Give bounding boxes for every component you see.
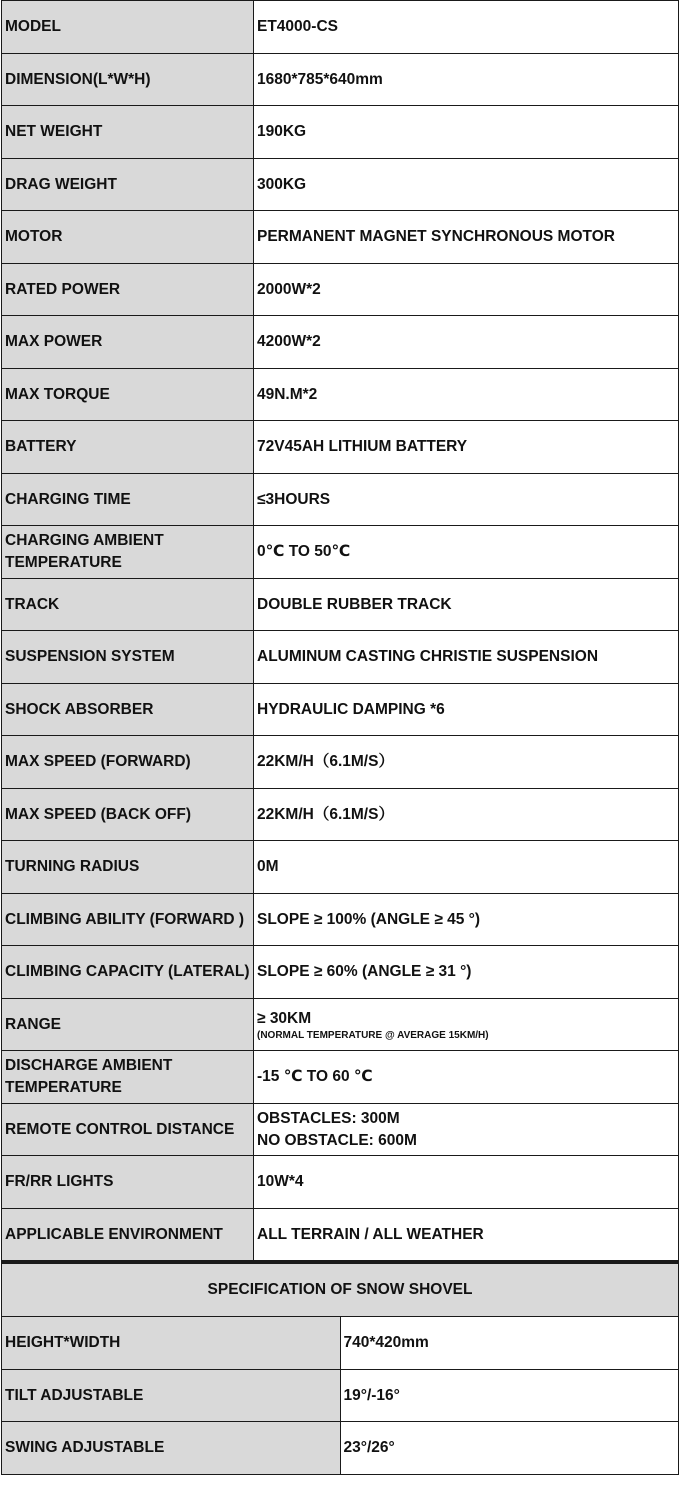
spec-value-cell (254, 421, 679, 474)
spec-value: 740*420mm (343, 1334, 429, 1351)
spec-value-cell (254, 999, 679, 1051)
spec-row (2, 211, 679, 264)
spec-row (2, 106, 679, 159)
spec-row (2, 736, 679, 789)
spec-value-cell (254, 1051, 679, 1104)
spec-value-cell (254, 1, 679, 54)
spec-value: 1680*785*640mm (257, 70, 383, 88)
spec-value-cell (254, 631, 679, 684)
spec-row (2, 1317, 679, 1370)
spec-value-cell (254, 159, 679, 211)
spec-value-cell (254, 526, 679, 579)
spec-row (2, 894, 679, 946)
spec-table (1, 0, 679, 1261)
spec-label: RATED POWER (2, 264, 254, 316)
spec-value-cell (254, 736, 679, 789)
spec-row (2, 946, 679, 999)
spec-value-note: (NORMAL TEMPERATURE @ AVERAGE 15KM/H) (257, 1029, 489, 1041)
spec-value: 22KM/H（6.1M/S） (257, 753, 394, 770)
spec-value-cell (340, 1422, 679, 1475)
spec-label: TURNING RADIUS (2, 841, 254, 894)
spec-value: 0M (257, 858, 279, 875)
spec-row (2, 1422, 679, 1475)
spec-value: 72V45AH LITHIUM BATTERY (257, 438, 468, 455)
spec-label: TILT ADJUSTABLE (2, 1370, 341, 1422)
spec-row (2, 1, 679, 54)
spec-value: ALL TERRAIN / ALL WEATHER (257, 1225, 484, 1243)
spec-row (2, 999, 679, 1051)
spec-row (2, 631, 679, 684)
spec-value: HYDRAULIC DAMPING *6 (257, 700, 445, 718)
shovel-table-body (2, 1317, 679, 1475)
spec-label: SHOCK ABSORBER (2, 684, 254, 736)
spec-label: DRAG WEIGHT (2, 159, 254, 211)
spec-value-cell (254, 894, 679, 946)
spec-row (2, 1051, 679, 1104)
spec-row (2, 159, 679, 211)
spec-value-cell (254, 369, 679, 421)
spec-value-cell (254, 1209, 679, 1261)
spec-row (2, 579, 679, 631)
spec-row (2, 684, 679, 736)
spec-value-cell (254, 474, 679, 526)
spec-value: SLOPE ≥ 100% (ANGLE ≥ 45 °) (257, 910, 481, 928)
spec-value: PERMANENT MAGNET SYNCHRONOUS MOTOR (257, 228, 615, 245)
spec-value-cell (254, 316, 679, 369)
spec-label: DIMENSION(L*W*H) (2, 54, 254, 106)
spec-label: CHARGING AMBIENT TEMPERATURE (2, 526, 254, 579)
spec-row (2, 1370, 679, 1422)
spec-label: MOTOR (2, 211, 254, 264)
spec-value-cell (254, 1156, 679, 1209)
spec-row (2, 264, 679, 316)
spec-value: 300KG (257, 175, 307, 193)
spec-value-cell (254, 54, 679, 106)
spec-value-cell (254, 211, 679, 264)
spec-value: ET4000-CS (257, 18, 338, 35)
spec-value: OBSTACLES: 300M (257, 1109, 400, 1127)
spec-value: 0℃ TO 50℃ (257, 543, 351, 560)
spec-table-body (2, 1, 679, 1261)
spec-value-cell (340, 1317, 679, 1370)
shovel-section-header (2, 1263, 679, 1317)
spec-row (2, 54, 679, 106)
spec-value: -15 ℃ TO 60 ℃ (257, 1068, 373, 1085)
spec-label: NET WEIGHT (2, 106, 254, 159)
spec-value: 10W*4 (257, 1173, 304, 1190)
spec-label: MAX POWER (2, 316, 254, 369)
spec-sheet (1, 0, 679, 1475)
spec-value-cell (254, 841, 679, 894)
spec-value: DOUBLE RUBBER TRACK (257, 595, 452, 613)
spec-value: 4200W*2 (257, 333, 321, 350)
spec-row (2, 1209, 679, 1261)
spec-value-cell (254, 106, 679, 159)
spec-label: DISCHARGE AMBIENT TEMPERATURE (2, 1051, 254, 1104)
spec-label: TRACK (2, 579, 254, 631)
spec-value: 19°/-16° (343, 1386, 400, 1404)
spec-label: APPLICABLE ENVIRONMENT (2, 1209, 254, 1261)
spec-value: 23°/26° (343, 1439, 395, 1456)
spec-label: MAX SPEED (FORWARD) (2, 736, 254, 789)
spec-value: SLOPE ≥ 60% (ANGLE ≥ 31 °) (257, 963, 472, 980)
spec-label: RANGE (2, 999, 254, 1051)
spec-value-cell (340, 1370, 679, 1422)
spec-label: REMOTE CONTROL DISTANCE (2, 1104, 254, 1156)
shovel-spec-table (1, 1261, 679, 1475)
spec-value: ≥ 30KM (257, 1009, 312, 1027)
spec-row (2, 1156, 679, 1209)
spec-label: SUSPENSION SYSTEM (2, 631, 254, 684)
spec-label: FR/RR LIGHTS (2, 1156, 254, 1209)
spec-label: CLIMBING ABILITY (FORWARD ) (2, 894, 254, 946)
spec-row (2, 526, 679, 579)
spec-label: SWING ADJUSTABLE (2, 1422, 341, 1475)
spec-label: MAX SPEED (BACK OFF) (2, 789, 254, 841)
spec-label: CLIMBING CAPACITY (LATERAL) (2, 946, 254, 999)
spec-value-cell (254, 1104, 679, 1156)
spec-row (2, 316, 679, 369)
spec-row (2, 421, 679, 474)
spec-value: ALUMINUM CASTING CHRISTIE SUSPENSION (257, 648, 599, 665)
spec-label: HEIGHT*WIDTH (2, 1317, 341, 1370)
spec-value-cell (254, 579, 679, 631)
spec-value: 22KM/H（6.1M/S） (257, 805, 394, 823)
spec-value-cell (254, 946, 679, 999)
spec-value-cell (254, 789, 679, 841)
spec-value-secondary: NO OBSTACLE: 600M (257, 1131, 417, 1149)
spec-value: 2000W*2 (257, 280, 321, 298)
spec-row (2, 1104, 679, 1156)
spec-row (2, 474, 679, 526)
spec-label: BATTERY (2, 421, 254, 474)
spec-row (2, 369, 679, 421)
spec-value-cell (254, 264, 679, 316)
spec-value: ≤3HOURS (257, 490, 331, 508)
spec-label: CHARGING TIME (2, 474, 254, 526)
spec-value-cell (254, 684, 679, 736)
shovel-section-title: SPECIFICATION OF SNOW SHOVEL (2, 1263, 679, 1317)
spec-row (2, 841, 679, 894)
spec-label: MODEL (2, 1, 254, 54)
spec-label: MAX TORQUE (2, 369, 254, 421)
spec-value: 190KG (257, 123, 307, 140)
spec-value: 49N.M*2 (257, 385, 318, 403)
spec-row (2, 789, 679, 841)
